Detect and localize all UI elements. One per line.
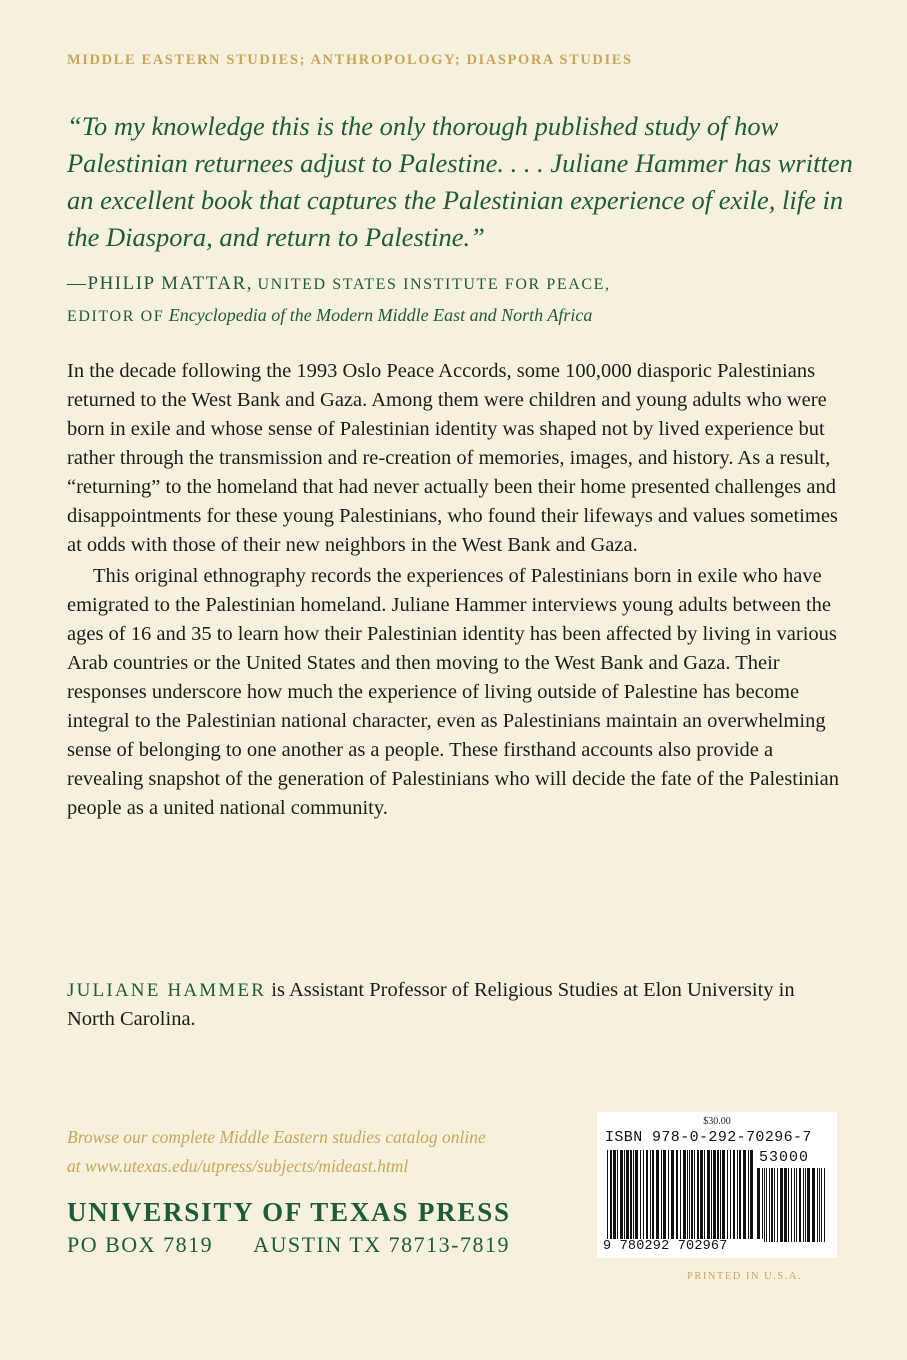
barcode-bar xyxy=(704,1150,705,1242)
author-bio xyxy=(67,976,847,1034)
barcode-bar xyxy=(769,1168,770,1242)
barcode-bar xyxy=(717,1150,719,1242)
book-description xyxy=(67,357,847,823)
catalog-note xyxy=(67,1123,567,1181)
barcode-bar xyxy=(607,1150,608,1242)
barcode-bar xyxy=(650,1150,651,1242)
endorsement-quote xyxy=(67,108,857,256)
barcode-bar xyxy=(617,1150,618,1242)
ean-barcode xyxy=(607,1150,753,1242)
barcode-bar xyxy=(730,1150,731,1242)
barcode-bar xyxy=(780,1168,783,1242)
barcode-bar xyxy=(640,1150,641,1242)
barcode-bar xyxy=(613,1150,616,1242)
quote-attribution xyxy=(67,268,857,332)
barcode-bar xyxy=(771,1168,773,1242)
barcode-bar xyxy=(707,1150,710,1242)
barcode-bar xyxy=(620,1150,623,1242)
barcode-bar xyxy=(748,1150,749,1242)
barcode-bar xyxy=(683,1150,686,1242)
barcode-bar xyxy=(626,1150,629,1242)
addon-barcode xyxy=(757,1168,827,1242)
barcode-bar xyxy=(774,1168,775,1242)
barcode-bar xyxy=(777,1168,778,1242)
barcode-bar xyxy=(824,1168,825,1242)
attribution-work: Encyclopedia of the Modern Middle East and North Africa xyxy=(168,305,593,325)
barcode-bar xyxy=(633,1150,634,1242)
attribution-affiliation: UNITED STATES INSTITUTE FOR PEACE, xyxy=(257,276,611,293)
barcode-bar xyxy=(697,1150,699,1242)
ean-number: 9 780292 702967 xyxy=(601,1239,763,1254)
printed-in: PRINTED IN U.S.A. xyxy=(687,1271,803,1282)
barcode-bar xyxy=(794,1168,795,1242)
author-bio-text: is Assistant Professor of Religious Studies at Elon University in North Carolina. xyxy=(67,979,795,1030)
barcode-bar xyxy=(687,1150,688,1242)
barcode-bar xyxy=(676,1150,678,1242)
barcode-bar xyxy=(817,1168,818,1242)
barcode-bar xyxy=(762,1168,763,1242)
barcode-bar xyxy=(805,1168,806,1242)
barcode-bar xyxy=(803,1168,804,1242)
barcode-addon-number: 53000 xyxy=(759,1149,810,1166)
barcode-bar xyxy=(764,1168,765,1242)
barcode-bar xyxy=(663,1150,666,1242)
barcode-bar xyxy=(757,1168,760,1242)
barcode-bar xyxy=(722,1150,725,1242)
barcode-bar xyxy=(821,1168,822,1242)
barcode-bar xyxy=(733,1150,735,1242)
description-paragraph-1: In the decade following the 1993 Oslo Peace Accords, some 100,000 diasporic Palestinians returned to the West Bank and Gaza. Among them were children and young adults who were born in exile and whose sense of Palestinian identity was shaped not by lived experience but rather through the transmission and re-creation of memories, images, and history. As a result, “returning” to the homeland that had never actually been their home presented challenges and disappointments for these young Palestinians, who found their lifeways and values sometimes at odds with those of their new neighbors in the West Bank and Gaza. xyxy=(67,360,838,556)
barcode-bar xyxy=(737,1150,738,1242)
barcode-bar xyxy=(713,1150,716,1242)
barcode-bar xyxy=(743,1150,746,1242)
barcode-bar xyxy=(646,1150,648,1242)
barcode-bar xyxy=(635,1150,638,1242)
barcode-bar xyxy=(819,1168,820,1242)
publisher-city: AUSTIN TX 78713-7819 xyxy=(253,1232,510,1257)
barcode-bar xyxy=(680,1150,681,1242)
barcode-bar xyxy=(652,1150,654,1242)
isbn: ISBN 978-0-292-70296-7 xyxy=(605,1129,812,1146)
price: $30.00 xyxy=(703,1116,731,1127)
barcode-bar xyxy=(788,1168,789,1242)
quote-text: “To my knowledge this is the only thorough published study of how Palestinian returnees adjust to Palestine. . . . Juliane Hammer has written an excellent book that captures the Palestinian experience of exile, life in the Diaspora, and return to Palestine.” xyxy=(67,111,853,252)
catalog-url: at www.utexas.edu/utpress/subjects/mideast.html xyxy=(67,1156,409,1176)
attribution-name: —PHILIP MATTAR, xyxy=(67,273,254,294)
barcode-bar xyxy=(739,1150,741,1242)
barcode-panel xyxy=(597,1112,837,1258)
barcode-bar xyxy=(720,1150,721,1242)
barcode-bar xyxy=(694,1150,695,1242)
barcode-bar xyxy=(700,1150,703,1242)
description-paragraph-2: This original ethnography records the experiences of Palestinians born in exile who have emigrated to the Palestinian homeland. Juliane Hammer interviews young adults between the ages of 16 and 35 to learn how their Palestinian identity has been affected by living in various Arab countries or the United States and then moving to the West Bank and Gaza. Their responses underscore how much the experience of living outside of Palestine has become integral to the Palestinian national character, even as Palestinians maintain an overwhelming sense of belonging to one another as a people. These firsthand accounts also provide a revealing snapshot of the generation of Palestinians who will decide the fate of the Palestinian people as a united national community. xyxy=(67,565,839,819)
publisher-address xyxy=(67,1232,587,1258)
barcode-bar xyxy=(791,1168,792,1242)
barcode-bar xyxy=(711,1150,712,1242)
publisher-po-box: PO BOX 7819 xyxy=(67,1232,214,1257)
barcode-bar xyxy=(610,1150,612,1242)
publisher-name: UNIVERSITY OF TEXAS PRESS xyxy=(67,1197,511,1227)
barcode-bar xyxy=(656,1150,659,1242)
barcode-bar xyxy=(784,1168,787,1242)
barcode-bar xyxy=(630,1150,632,1242)
barcode-bar xyxy=(750,1150,753,1242)
barcode-bar xyxy=(661,1150,662,1242)
barcode-bar xyxy=(643,1150,644,1242)
barcode-bar xyxy=(668,1150,669,1242)
barcode-bar xyxy=(671,1150,674,1242)
barcode-bar xyxy=(799,1168,801,1242)
author-name: JULIANE HAMMER xyxy=(67,980,267,1001)
catalog-note-line-1: Browse our complete Middle Eastern studies catalog online xyxy=(67,1127,486,1147)
barcode-bar xyxy=(796,1168,797,1242)
barcode-bar xyxy=(689,1150,690,1242)
barcode-bar xyxy=(691,1150,693,1242)
barcode-bar xyxy=(624,1150,625,1242)
barcode-bar xyxy=(807,1168,810,1242)
attribution-role: EDITOR OF xyxy=(67,308,165,325)
category-header: MIDDLE EASTERN STUDIES; ANTHROPOLOGY; DIASPORA STUDIES xyxy=(67,52,633,68)
barcode-bar xyxy=(727,1150,728,1242)
barcode-bar xyxy=(812,1168,815,1242)
barcode-bar xyxy=(766,1168,767,1242)
